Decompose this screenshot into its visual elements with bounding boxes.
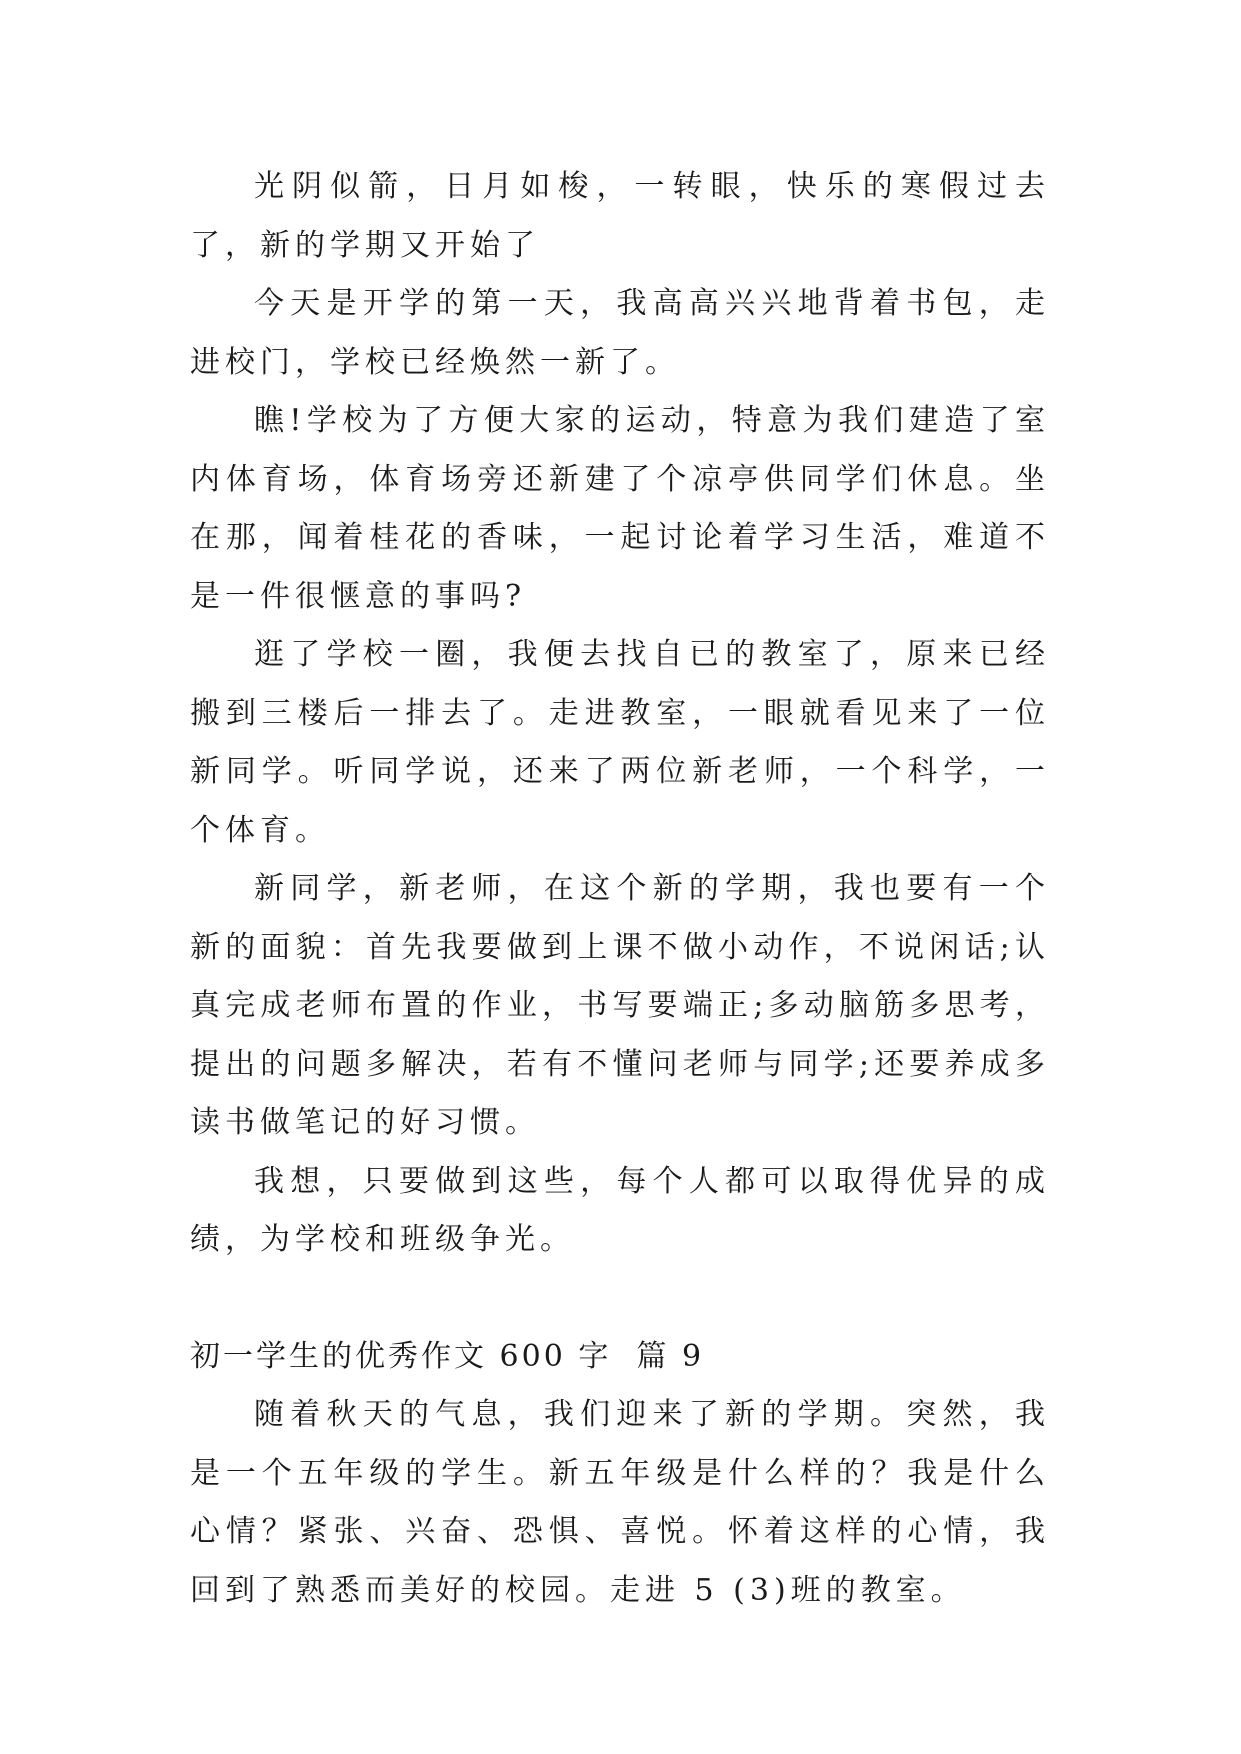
section-spacer	[190, 1270, 1050, 1328]
paragraph-2: 今天是开学的第一天，我高高兴兴地背着书包，走进校门，学校已经焕然一新了。	[190, 286, 1050, 380]
section-heading: 初一学生的优秀作文 600 字 篇 9	[190, 1338, 705, 1374]
paragraph-3: 瞧!学校为了方便大家的运动，特意为我们建造了室内体育场，体育场旁还新建了个凉亭供同学们休息。坐在那，闻着桂花的香味，一起讨论着学习生活，难道不是一件很惬意的事吗?	[190, 403, 1050, 614]
paragraph-7: 随着秋天的气息，我们迎来了新的学期。突然，我是一个五年级的学生。新五年级是什么样的？我是什么心情？紧张、兴奋、恐惧、喜悦。怀着这样的心情，我回到了熟悉而美好的校园。走进 5 (3)班的教室。	[190, 1397, 1050, 1608]
paragraph-4: 逛了学校一圈，我便去找自已的教室了，原来已经搬到三楼后一排去了。走进教室，一眼就看见来了一位新同学。听同学说，还来了两位新老师，一个科学，一个体育。	[190, 637, 1050, 848]
document-page	[190, 158, 1050, 1620]
paragraph-6: 我想，只要做到这些，每个人都可以取得优异的成绩，为学校和班级争光。	[190, 1163, 1050, 1257]
paragraph-5: 新同学，新老师，在这个新的学期，我也要有一个新的面貌：首先我要做到上课不做小动作，不说闲话;认真完成老师布置的作业，书写要端正;多动脑筋多思考，提出的问题多解决，若有不懂问老师与同学;还要养成多读书做笔记的好习惯。	[190, 871, 1050, 1140]
paragraph-1: 光阴似箭，日月如梭，一转眼，快乐的寒假过去了，新的学期又开始了	[190, 169, 1050, 263]
